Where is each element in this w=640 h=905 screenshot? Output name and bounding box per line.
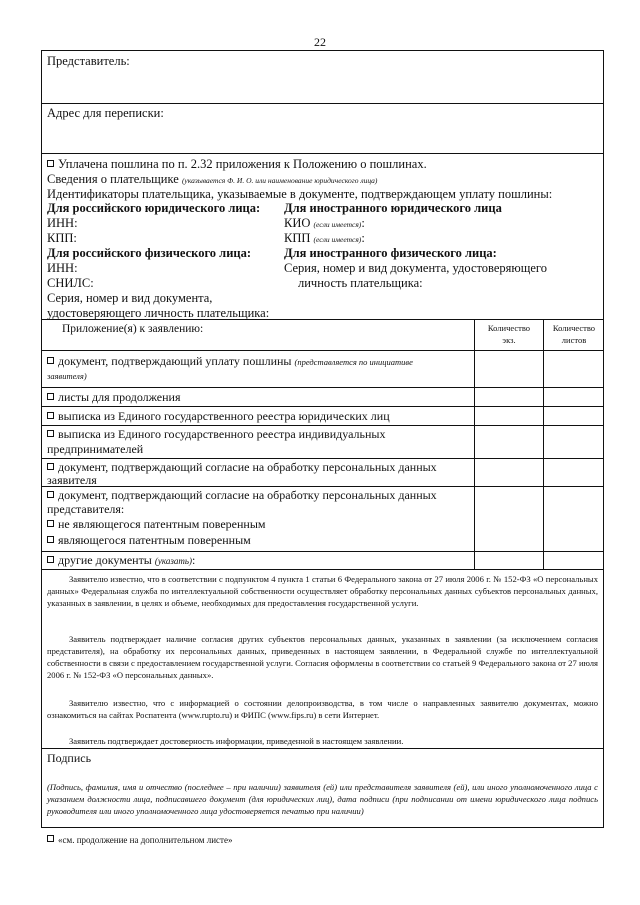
inn2-label: ИНН: xyxy=(47,261,78,275)
foreign-doc-1: Серия, номер и вид документа, удостоверяющего xyxy=(284,261,547,275)
table-row-line xyxy=(41,350,604,351)
divider xyxy=(41,748,604,749)
checkbox-icon[interactable] xyxy=(47,393,54,400)
checkbox-icon[interactable] xyxy=(47,835,54,842)
address-label: Адрес для переписки: xyxy=(47,106,164,120)
attachment-row-egrip-2: предпринимателей xyxy=(47,442,144,456)
attachment-row-fee-doc: документ, подтверждающий уплату пошлины (представляется по инициативе xyxy=(47,354,413,370)
foreign-person-heading: Для иностранного физического лица: xyxy=(284,246,497,260)
kpp2-label: КПП (если имеется): xyxy=(284,231,365,245)
attachment-row-consent-rep: документ, подтверждающий согласие на обработку персональных данных xyxy=(47,488,437,503)
checkbox-icon[interactable] xyxy=(47,556,54,563)
attachment-row-fee-note: заявителя) xyxy=(47,371,87,381)
checkbox-icon[interactable] xyxy=(47,491,54,498)
kio-label: КИО (если имеется): xyxy=(284,216,365,230)
doc-series-1: Серия, номер и вид документа, xyxy=(47,291,213,305)
table-row-line xyxy=(41,387,604,388)
notice-accuracy: Заявитель подтверждает достоверность информации, приведенной в настоящем заявлении. xyxy=(69,736,404,746)
representative-label: Представитель: xyxy=(47,54,130,68)
attachment-row-not-attorney: не являющегося патентным поверенным xyxy=(47,517,266,532)
col-sheets-header: Количество листов xyxy=(552,323,596,345)
kpp-label: КПП: xyxy=(47,231,77,245)
checkbox-icon[interactable] xyxy=(47,412,54,419)
attachment-row-egrul: выписка из Единого государственного реестра юридических лиц xyxy=(47,409,390,424)
signature-label: Подпись xyxy=(47,751,92,765)
doc-series-2: удостоверяющего личность плательщика: xyxy=(47,306,270,320)
checkbox-icon[interactable] xyxy=(47,160,54,167)
notice-info-sites: Заявителю известно, что с информацией о состоянии делопроизводства, в том числе о направленных заявителю документах, можно ознакомиться на сайтах Роспатента (www.rupto.ru) и ФИПС (www.fips.ru) в сети Интернет. xyxy=(47,698,598,720)
attachment-row-consent-applicant-2: заявителя xyxy=(47,473,97,487)
divider xyxy=(41,153,604,154)
page-number: 22 xyxy=(314,35,326,49)
table-row-line xyxy=(41,406,604,407)
attachment-row-consent-applicant: документ, подтверждающий согласие на обработку персональных данных xyxy=(47,460,437,475)
attachment-row-other: другие документы (указать): xyxy=(47,553,195,569)
table-row-line xyxy=(41,551,604,552)
table-col-line xyxy=(474,319,475,569)
signature-note: (Подпись, фамилия, имя и отчество (последнее – при наличии) заявителя (ей) или представителя заявителя (ей), или иного уполномоченного лица с указанием должности лица, подписавшего документ (для юридических лиц), дата подписи (при подписании от имени юридического лица подпись руководителя или иного уполномоченного лица удостоверяется печатью при наличии) xyxy=(47,782,598,816)
checkbox-icon[interactable] xyxy=(47,430,54,437)
checkbox-icon[interactable] xyxy=(47,536,54,543)
payer-identifiers: Идентификаторы плательщика, указываемые в документе, подтверждающем уплату пошлины: xyxy=(47,187,553,201)
attachment-row-consent-rep-2: представителя: xyxy=(47,502,125,516)
foreign-legal-heading: Для иностранного юридического лица xyxy=(284,201,502,215)
payer-info: Сведения о плательщике (указывается Ф. И. О. или наименование юридического лица) xyxy=(47,172,378,186)
foreign-doc-2: личность плательщика: xyxy=(298,276,423,290)
notice-personal-data: Заявителю известно, что в соответствии с подпунктом 4 пункта 1 статьи 6 Федерального закона от 27 июля 2006 г. № 152-ФЗ «О персональных данных» Федеральная служба по интеллектуальной собственности осуществляет обработку персональных данных субъектов персональных данных, указанных в заявлении, в целях и объеме, необходимых для предоставления государственной услуги. xyxy=(47,574,598,608)
attachment-row-sheets: листы для продолжения xyxy=(47,390,181,405)
continued-note: «см. продолжение на дополнительном листе» xyxy=(47,833,232,848)
fee-paid-line: Уплачена пошлина по п. 2.32 приложения к Положению о пошлинах. xyxy=(47,157,427,172)
checkbox-icon[interactable] xyxy=(47,520,54,527)
col-copies-header: Количество экз. xyxy=(487,323,531,345)
ru-legal-heading: Для российского юридического лица: xyxy=(47,201,261,215)
table-row-line xyxy=(41,569,604,570)
table-col-line xyxy=(543,319,544,569)
attachment-row-egrip: выписка из Единого государственного реестра индивидуальных xyxy=(47,427,385,442)
checkbox-icon[interactable] xyxy=(47,463,54,470)
table-row-line xyxy=(41,486,604,487)
inn-label: ИНН: xyxy=(47,216,78,230)
attachments-header: Приложение(я) к заявлению: xyxy=(62,323,204,335)
divider xyxy=(41,103,604,104)
notice-consent: Заявитель подтверждает наличие согласия других субъектов персональных данных, указанных в заявлении (за исключением согласия представителя), на обработку их персональных данных, приведенных в настоящем заявлении, в Федеральной службе по интеллектуальной собственности в связи с предоставлением государственной услуги. Согласия оформлены в соответствии со статьей 9 Федерального закона от 27 июля 2006 г. № 152-ФЗ «О персональных данных». xyxy=(47,634,598,680)
checkbox-icon[interactable] xyxy=(47,357,54,364)
attachment-row-attorney: являющегося патентным поверенным xyxy=(47,533,251,548)
ru-person-heading: Для российского физического лица: xyxy=(47,246,252,260)
table-row-line xyxy=(41,425,604,426)
snils-label: СНИЛС: xyxy=(47,276,94,290)
table-row-line xyxy=(41,458,604,459)
